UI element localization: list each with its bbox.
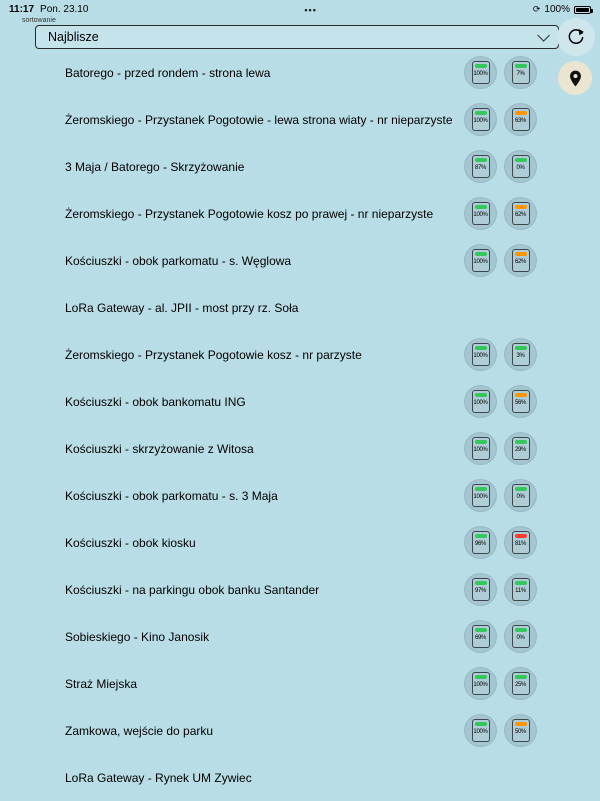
badge-percent-label: 100% [473, 728, 488, 735]
battery-percent-label: 100% [544, 4, 570, 15]
bin-icon [512, 390, 530, 413]
badge-percent-label: 100% [473, 211, 488, 218]
bin-icon [512, 249, 530, 272]
bin-icon [472, 343, 490, 366]
fill-badge [504, 667, 537, 700]
list-item[interactable] [0, 472, 600, 519]
sensor-location-label: Żeromskiego - Przystanek Pogotowie - lewa strona wiaty - nr nieparzyste [65, 112, 453, 127]
bin-icon [472, 719, 490, 742]
badge-percent-label: 100% [473, 352, 488, 359]
bin-icon [512, 531, 530, 554]
bin-icon [472, 484, 490, 507]
badge-percent-label: 100% [473, 399, 488, 406]
sensor-location-label: Zamkowa, wejście do parku [65, 723, 214, 738]
list-item[interactable] [0, 425, 600, 472]
sensor-location-label: Kościuszki - obok bankomatu ING [65, 394, 246, 409]
fill-badge [504, 385, 537, 418]
bin-icon [472, 578, 490, 601]
badge-percent-label: 25% [514, 681, 527, 688]
list-item[interactable] [0, 331, 600, 378]
list-item[interactable] [0, 660, 600, 707]
sort-dropdown-value: Najblisze [48, 30, 99, 44]
battery-badge [464, 714, 497, 747]
sensor-location-label: Kościuszki - skrzyżowanie z Witosa [65, 441, 254, 456]
badge-percent-label: 100% [473, 493, 488, 500]
badge-percent-label: 50% [514, 728, 527, 735]
bin-icon [472, 61, 490, 84]
badge-group [464, 526, 537, 559]
bin-icon [512, 108, 530, 131]
badge-group [464, 197, 537, 230]
badge-percent-label: 56% [514, 399, 527, 406]
sensor-location-label: LoRa Gateway - Rynek UM Zywiec [65, 770, 252, 785]
battery-badge [464, 432, 497, 465]
badge-percent-label: 100% [473, 117, 488, 124]
fill-badge [504, 244, 537, 277]
badge-group [464, 573, 537, 606]
badge-percent-label: 7% [516, 70, 525, 77]
sensor-location-label: Kościuszki - obok kiosku [65, 535, 196, 550]
fill-badge [504, 150, 537, 183]
badge-percent-label: 3% [516, 352, 525, 359]
badge-group [464, 714, 537, 747]
sensor-location-label: Straż Miejska [65, 676, 138, 691]
date: Pon. 23.10 [40, 4, 89, 15]
fill-badge [504, 197, 537, 230]
badge-group [464, 244, 537, 277]
fill-badge [504, 432, 537, 465]
sensor-location-label: LoRa Gateway - al. JPII - most przy rz. Soła [65, 300, 299, 315]
refresh-icon [566, 27, 586, 47]
badge-percent-label: 0% [516, 493, 525, 500]
badge-group [464, 620, 537, 653]
badge-group [464, 150, 537, 183]
battery-badge [464, 150, 497, 183]
battery-badge [464, 526, 497, 559]
bin-icon [472, 108, 490, 131]
badge-group [464, 103, 537, 136]
bin-icon [472, 531, 490, 554]
badge-percent-label: 69% [474, 634, 487, 641]
fill-badge [504, 103, 537, 136]
fill-badge [504, 620, 537, 653]
fill-badge [504, 526, 537, 559]
battery-badge [464, 479, 497, 512]
badge-percent-label: 100% [473, 681, 488, 688]
battery-badge [464, 385, 497, 418]
bin-icon [472, 202, 490, 225]
sensor-list [0, 49, 600, 801]
sort-dropdown[interactable] [35, 25, 559, 49]
bin-icon [512, 155, 530, 178]
list-item[interactable] [0, 613, 600, 660]
badge-percent-label: 100% [473, 446, 488, 453]
status-bar [0, 0, 600, 17]
badge-percent-label: 62% [514, 211, 527, 218]
badge-percent-label: 63% [514, 117, 527, 124]
badge-group [464, 385, 537, 418]
bin-icon [472, 672, 490, 695]
badge-group [464, 479, 537, 512]
sensor-location-label: 3 Maja / Batorego - Skrzyżowanie [65, 159, 245, 174]
badge-percent-label: 0% [516, 634, 525, 641]
battery-badge [464, 56, 497, 89]
badge-percent-label: 0% [516, 164, 525, 171]
sensor-location-label: Żeromskiego - Przystanek Pogotowie kosz - nr parzyste [65, 347, 362, 362]
list-item[interactable] [0, 143, 600, 190]
fill-badge [504, 479, 537, 512]
sensor-location-label: Sobieskiego - Kino Janosik [65, 629, 210, 644]
bin-icon [472, 390, 490, 413]
sensor-location-label: Kościuszki - na parkingu obok banku Santander [65, 582, 320, 597]
bin-icon [512, 484, 530, 507]
badge-percent-label: 62% [514, 258, 527, 265]
sensor-location-label: Żeromskiego - Przystanek Pogotowie kosz po prawej - nr nieparzyste [65, 206, 434, 221]
badge-percent-label: 100% [473, 70, 488, 77]
bin-icon [512, 625, 530, 648]
list-item[interactable] [0, 237, 600, 284]
battery-badge [464, 197, 497, 230]
badge-group [464, 56, 537, 89]
rotation-lock-icon: ⟳ [532, 4, 541, 14]
list-item[interactable] [0, 378, 600, 425]
fill-badge [504, 338, 537, 371]
battery-icon [574, 6, 591, 14]
bin-icon [472, 249, 490, 272]
badge-percent-label: 87% [474, 164, 487, 171]
list-item[interactable] [0, 566, 600, 613]
sensor-location-label: Kościuszki - obok parkomatu - s. 3 Maja [65, 488, 278, 503]
status-center-dots: ••• [304, 4, 317, 15]
battery-badge [464, 244, 497, 277]
battery-badge [464, 667, 497, 700]
list-item[interactable] [0, 707, 600, 754]
chevron-down-icon [537, 29, 550, 42]
list-item[interactable] [0, 519, 600, 566]
bin-icon [512, 437, 530, 460]
list-item[interactable] [0, 96, 600, 143]
badge-percent-label: 96% [474, 540, 487, 547]
sensor-location-label: Kościuszki - obok parkomatu - s. Węglowa [65, 253, 292, 268]
badge-group [464, 432, 537, 465]
badge-group [464, 667, 537, 700]
badge-percent-label: 100% [473, 258, 488, 265]
bin-icon [472, 437, 490, 460]
battery-badge [464, 573, 497, 606]
badge-percent-label: 97% [474, 587, 487, 594]
sensor-location-label: Batorego - przed rondem - strona lewa [65, 65, 271, 80]
bin-icon [472, 625, 490, 648]
fill-badge [504, 56, 537, 89]
fill-badge [504, 573, 537, 606]
bin-icon [512, 61, 530, 84]
list-item[interactable] [0, 49, 600, 96]
list-item[interactable] [0, 284, 600, 331]
bin-icon [472, 155, 490, 178]
list-item[interactable] [0, 190, 600, 237]
fill-badge [504, 714, 537, 747]
bin-icon [512, 719, 530, 742]
list-item[interactable] [0, 754, 600, 801]
badge-percent-label: 29% [514, 446, 527, 453]
badge-percent-label: 81% [514, 540, 527, 547]
bin-icon [512, 578, 530, 601]
badge-group [464, 338, 537, 371]
clock: 11:17 [9, 4, 35, 15]
battery-badge [464, 103, 497, 136]
bin-icon [512, 343, 530, 366]
badge-percent-label: 11% [515, 587, 526, 594]
bin-icon [512, 202, 530, 225]
battery-badge [464, 620, 497, 653]
battery-badge [464, 338, 497, 371]
sort-caption: sortowanie [22, 17, 56, 24]
bin-icon [512, 672, 530, 695]
